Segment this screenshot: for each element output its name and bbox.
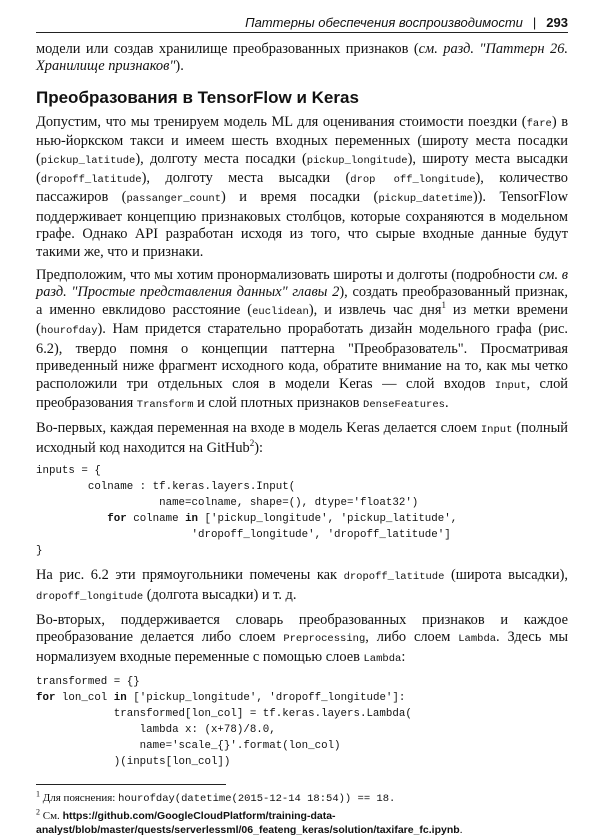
footnote-text: См.	[40, 810, 63, 823]
inline-code: fare	[526, 117, 552, 130]
code-line: transformed[lon_col] = tf.keras.layers.Lambda(	[36, 708, 412, 721]
code-indent	[36, 513, 107, 525]
header-separator: |	[532, 14, 537, 30]
code-block-transformed	[36, 674, 568, 770]
cross-reference: см. разд. "Паттерн 26. Хранилище признаков"	[36, 41, 568, 75]
page-number: 293	[546, 14, 568, 30]
paragraph-2	[36, 267, 568, 414]
text: )). TensorFlow поддерживает концепцию признаковых столбцов, которые сохраняются в модельном графе. Однако API разработан исходя из того, что сырые входные данные будут такими же, что и признаки.	[36, 189, 568, 260]
footnote-ref: 2	[249, 437, 255, 448]
footnote-1	[36, 791, 568, 806]
inline-code: dropoff_longitude	[36, 590, 144, 603]
inline-code: Lambda	[458, 633, 497, 646]
code-line: name='scale_{}'.format(lon_col)	[36, 740, 341, 753]
page	[36, 12, 568, 840]
code-keyword: in	[185, 513, 199, 526]
footnote-text: Для пояснения:	[40, 792, 119, 805]
text: ), широту места высадки (	[36, 150, 568, 187]
inline-code: pickup_latitude	[40, 154, 136, 167]
code-line: )(inputs[lon_col])	[36, 756, 231, 769]
text: ):	[254, 439, 264, 456]
code-line: }	[36, 545, 43, 558]
text: ). Нам придется старательно проработать дизайн модельного графа (рис. 6.2), твердо помня о концепции паттерна "Преобразователь". Просматривая приведенный ниже фрагмент исходного кода, обратите внимание на то, как мы четко расположили три отдельных слоя в модели Keras — слой входов	[36, 321, 568, 392]
code-keyword: for	[36, 692, 56, 705]
code-keyword: in	[113, 692, 127, 705]
text: Во-вторых, поддерживается словарь преобразованных признаков и каждое преобразование делается либо слоем	[36, 611, 568, 646]
footnote-2	[36, 809, 568, 837]
text: модели или создав хранилище преобразованных признаков (	[36, 41, 419, 57]
text: . Здесь мы нормализуем входные переменные с помощью слоев	[36, 629, 568, 665]
text: (широта высадки),	[444, 567, 568, 584]
paragraph-4	[36, 567, 568, 606]
footnote-divider	[36, 784, 226, 785]
text: (полный исходный код находится на GitHub	[36, 420, 568, 456]
text: .	[444, 394, 449, 411]
text: из метки времени (	[36, 301, 568, 338]
text: (долгота высадки) и т. д.	[143, 586, 297, 603]
paragraph-1	[36, 114, 568, 261]
text: Во-первых, каждая переменная на входе в модель Keras делается слоем	[36, 420, 481, 437]
intro-paragraph	[36, 41, 568, 76]
code-line: ['pickup_longitude', 'dropoff_longitude']:	[126, 692, 406, 705]
section-heading: Преобразования в TensorFlow и Keras	[36, 87, 359, 107]
code-block-inputs	[36, 463, 568, 559]
inline-code: euclidean	[252, 305, 309, 318]
text: ), создать преобразованный признак, а именно евклидово расстояние (	[36, 284, 568, 318]
inline-code: Input	[494, 379, 527, 392]
inline-code: drop off_longitude	[350, 174, 476, 187]
text: , либо слоем	[365, 629, 459, 646]
code-line: transformed = {}	[36, 676, 140, 689]
paragraph-3	[36, 420, 568, 457]
footnote-text: .	[459, 824, 463, 837]
text: ), долготу места высадки (	[141, 170, 351, 187]
text: Предположим, что мы хотим пронормализовать широты и долготы (подробности	[36, 267, 539, 284]
footnote-code: hourofday(datetime(2015-12-14 18:54)) == 18.	[118, 793, 396, 806]
text: Допустим, что мы тренируем модель ML для оценивания стоимости поездки (	[36, 113, 527, 130]
text: ).	[175, 58, 184, 75]
inline-code: passanger_count	[126, 193, 221, 206]
paragraph-5	[36, 612, 568, 668]
text: , слой преобразования	[36, 375, 568, 411]
code-keyword: for	[107, 513, 127, 526]
running-header	[36, 12, 568, 33]
inline-code: pickup_datetime	[378, 193, 473, 206]
code-line: colname : tf.keras.layers.Input(	[36, 481, 296, 494]
text: ) в нью-йоркском такси и имеем шесть входных переменных (широту места посадки (	[36, 113, 569, 167]
cross-reference: см. в разд. "Простые представления данных" главы 2	[36, 267, 569, 301]
code-line: 'dropoff_longitude', 'dropoff_latitude']	[36, 529, 451, 542]
inline-code: Preprocessing	[283, 633, 366, 646]
inline-code: hourofday	[40, 325, 98, 338]
code-line: ['pickup_longitude', 'pickup_latitude',	[198, 513, 458, 526]
inline-code: Transform	[136, 398, 194, 411]
code-line: colname	[126, 513, 186, 526]
text: ), и извлечь час дня	[308, 301, 442, 318]
text: :	[401, 648, 406, 665]
text: ) и время посадки (	[221, 189, 379, 206]
code-line: name=colname, shape=(), dtype='float32')	[36, 497, 419, 510]
text: ), долготу места посадки (	[135, 150, 307, 167]
inline-code: Lambda	[363, 652, 402, 665]
text: и слой плотных признаков	[193, 394, 364, 411]
text: На рис. 6.2 эти прямоугольники помечены как	[36, 567, 344, 584]
text: ), количество пассажиров (	[36, 170, 569, 206]
code-line: lon_col	[55, 692, 114, 705]
inline-code: DenseFeatures	[363, 398, 445, 411]
footnote-link[interactable]: https://github.com/GoogleCloudPlatform/training-data-analyst/blob/master/quests/serverlessml/06_feateng_keras/solution/taxifare_fc.ipynb	[36, 810, 460, 837]
inline-code: pickup_longitude	[306, 154, 408, 167]
code-line: inputs = {	[36, 465, 101, 478]
inline-code: Input	[480, 424, 513, 437]
header-title: Паттерны обеспечения воспроизводимости	[245, 14, 523, 30]
inline-code: dropoff_latitude	[343, 571, 445, 584]
inline-code: dropoff_latitude	[40, 174, 142, 187]
footnote-mark: 1	[36, 789, 40, 799]
footnote-ref: 1	[441, 300, 446, 311]
footnote-mark: 2	[36, 807, 40, 817]
code-line: lambda x: (x+78)/8.0,	[36, 724, 276, 737]
